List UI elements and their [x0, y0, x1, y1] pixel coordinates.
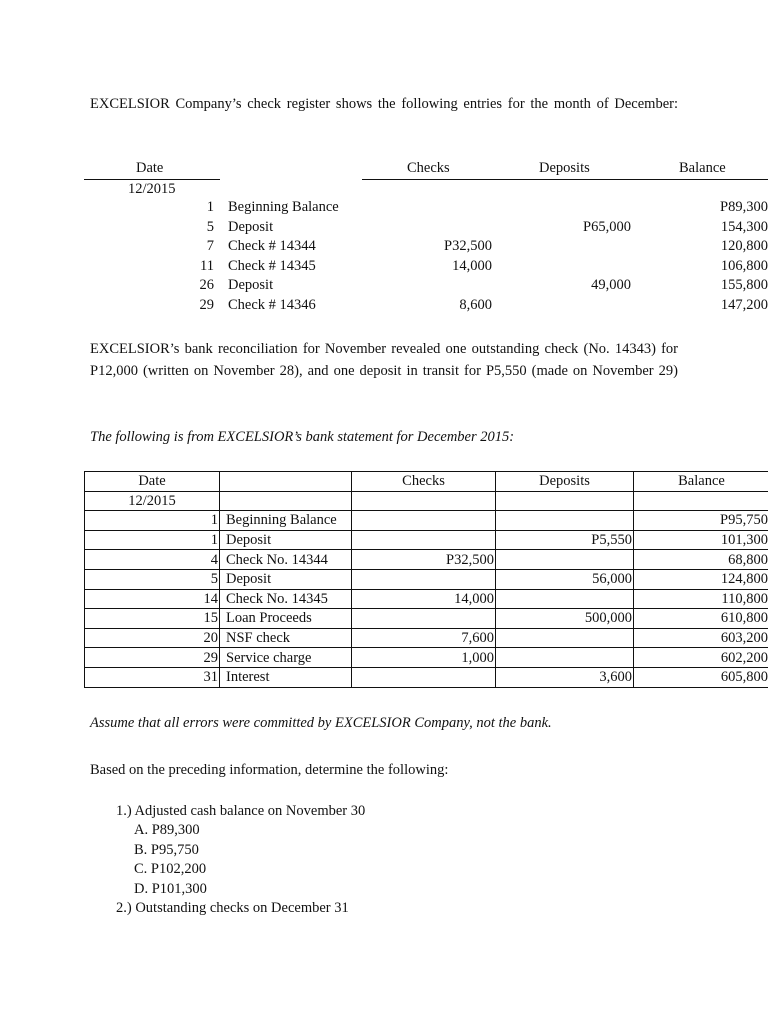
- register-row: [84, 199, 768, 219]
- bank-row: [85, 648, 768, 668]
- register-header-balance: Balance: [679, 160, 726, 176]
- bank-row: [85, 589, 768, 609]
- bank-statement-table: [84, 471, 768, 688]
- register-row-description: Beginning Balance: [228, 199, 339, 215]
- register-row-balance: 154,300: [720, 218, 768, 235]
- bank-row: [85, 667, 768, 687]
- bank-row: [85, 511, 768, 531]
- bank-row-checks: 7,600: [352, 628, 496, 648]
- bank-row-balance: 110,800: [634, 589, 768, 609]
- assumption-note: Assume that all errors were committed by EXCELSIOR Company, not the bank.: [90, 715, 552, 731]
- bank-row: [85, 550, 768, 570]
- bank-row-day: 31: [85, 667, 220, 687]
- register-row-checks: P32,500: [444, 238, 492, 254]
- register-row-description: Check # 14345: [228, 257, 316, 274]
- bank-row-checks: [352, 511, 496, 531]
- empty-cell: [496, 491, 634, 511]
- register-row-day: 11: [200, 257, 214, 274]
- register-row: [84, 297, 768, 317]
- register-row-description: Deposit: [228, 218, 274, 235]
- register-row-deposits: 49,000: [591, 277, 631, 293]
- bank-header-deposits: Deposits: [496, 472, 634, 492]
- bank-row-checks: [352, 530, 496, 550]
- bank-row-day: 14: [85, 589, 220, 609]
- instruction-text: Based on the preceding information, determine the following:: [90, 762, 449, 778]
- bank-row-balance: 602,200: [634, 648, 768, 668]
- register-row-day: 5: [206, 218, 214, 235]
- register-row-balance: 106,800: [720, 257, 768, 274]
- intro-paragraph: EXCELSIOR Company’s check register shows the following entries for the month of December:: [90, 96, 678, 112]
- bank-row-balance: 124,800: [634, 569, 768, 589]
- register-header-deposits: Deposits: [539, 160, 590, 176]
- bank-row: [85, 609, 768, 629]
- register-row-balance: 147,200: [720, 296, 768, 313]
- bank-row: [85, 530, 768, 550]
- bank-row-description: Service charge: [220, 648, 352, 668]
- answer-option: B. P95,750: [134, 841, 199, 858]
- bank-row-checks: 14,000: [352, 589, 496, 609]
- register-row-balance: P89,300: [720, 199, 768, 215]
- register-header-date: Date: [136, 160, 164, 176]
- bank-row-deposits: 3,600: [496, 667, 634, 687]
- bank-row-balance: 610,800: [634, 609, 768, 629]
- question-list: [116, 802, 365, 918]
- november-reconciliation-note: EXCELSIOR’s bank reconciliation for November revealed one outstanding check (No. 14343) for P12,000 (written on November 28), and one deposit in transit for P5,550 (made on November 29): [90, 341, 678, 379]
- bank-row-checks: [352, 569, 496, 589]
- bank-row-description: Check No. 14345: [220, 589, 352, 609]
- bank-row-description: Deposit: [220, 569, 352, 589]
- bank-row-day: 15: [85, 609, 220, 629]
- register-row-description: Check # 14346: [228, 296, 316, 313]
- bank-row: [85, 569, 768, 589]
- bank-row-balance: P95,750: [634, 511, 768, 531]
- bank-period: 12/2015: [85, 491, 220, 511]
- register-amounts-underline: [362, 179, 768, 180]
- bank-row-day: 1: [85, 530, 220, 550]
- bank-row-description: Interest: [220, 667, 352, 687]
- bank-header-row: [85, 472, 768, 492]
- bank-row-deposits: [496, 550, 634, 570]
- bank-row-description: NSF check: [220, 628, 352, 648]
- register-row-day: 1: [206, 199, 214, 215]
- register-row-day: 7: [206, 238, 214, 254]
- empty-cell: [220, 491, 352, 511]
- register-header-checks: Checks: [407, 160, 450, 176]
- empty-cell: [634, 491, 768, 511]
- bank-row-day: 20: [85, 628, 220, 648]
- register-row-checks: 14,000: [452, 257, 492, 274]
- bank-row-deposits: [496, 589, 634, 609]
- register-row-deposits: P65,000: [583, 218, 631, 235]
- bank-row-description: Deposit: [220, 530, 352, 550]
- bank-row-day: 29: [85, 648, 220, 668]
- bank-row-balance: 605,800: [634, 667, 768, 687]
- bank-header-balance: Balance: [634, 472, 768, 492]
- empty-cell: [352, 491, 496, 511]
- bank-header-checks: Checks: [352, 472, 496, 492]
- bank-row-description: Beginning Balance: [220, 511, 352, 531]
- bank-row-deposits: [496, 628, 634, 648]
- bank-header-date: Date: [85, 472, 220, 492]
- register-row-balance: 155,800: [720, 277, 768, 293]
- bank-row-description: Loan Proceeds: [220, 609, 352, 629]
- register-row-checks: 8,600: [459, 296, 492, 313]
- register-period: 12/2015: [128, 181, 176, 197]
- bank-row-deposits: P5,550: [496, 530, 634, 550]
- bank-row-deposits: 56,000: [496, 569, 634, 589]
- register-row: [84, 277, 768, 297]
- bank-row-deposits: [496, 511, 634, 531]
- register-row-description: Deposit: [228, 277, 274, 293]
- answer-option: C. P102,200: [134, 861, 207, 878]
- bank-row-day: 4: [85, 550, 220, 570]
- bank-statement-intro: The following is from EXCELSIOR’s bank statement for December 2015:: [90, 429, 515, 445]
- bank-header-desc: [220, 472, 352, 492]
- bank-row-deposits: 500,000: [496, 609, 634, 629]
- answer-option: D. P101,300: [134, 880, 207, 897]
- bank-row-checks: 1,000: [352, 648, 496, 668]
- bank-row-checks: [352, 609, 496, 629]
- bank-row-day: 1: [85, 511, 220, 531]
- register-row: [84, 219, 768, 239]
- bank-period-row: [85, 491, 768, 511]
- bank-row-balance: 101,300: [634, 530, 768, 550]
- bank-row-day: 5: [85, 569, 220, 589]
- register-row-day: 26: [199, 277, 214, 293]
- question-label: 1.) Adjusted cash balance on November 30: [116, 803, 366, 819]
- register-row: [84, 238, 768, 258]
- register-row-day: 29: [199, 296, 214, 313]
- bank-row-checks: [352, 667, 496, 687]
- register-row-description: Check # 14344: [228, 238, 316, 254]
- bank-row: [85, 628, 768, 648]
- answer-option: A. P89,300: [134, 822, 200, 839]
- question-label: 2.) Outstanding checks on December 31: [116, 900, 349, 917]
- bank-row-checks: P32,500: [352, 550, 496, 570]
- bank-row-deposits: [496, 648, 634, 668]
- bank-row-balance: 68,800: [634, 550, 768, 570]
- register-row-balance: 120,800: [720, 238, 768, 254]
- bank-row-balance: 603,200: [634, 628, 768, 648]
- register-row: [84, 258, 768, 278]
- bank-row-description: Check No. 14344: [220, 550, 352, 570]
- register-date-underline: [84, 179, 220, 180]
